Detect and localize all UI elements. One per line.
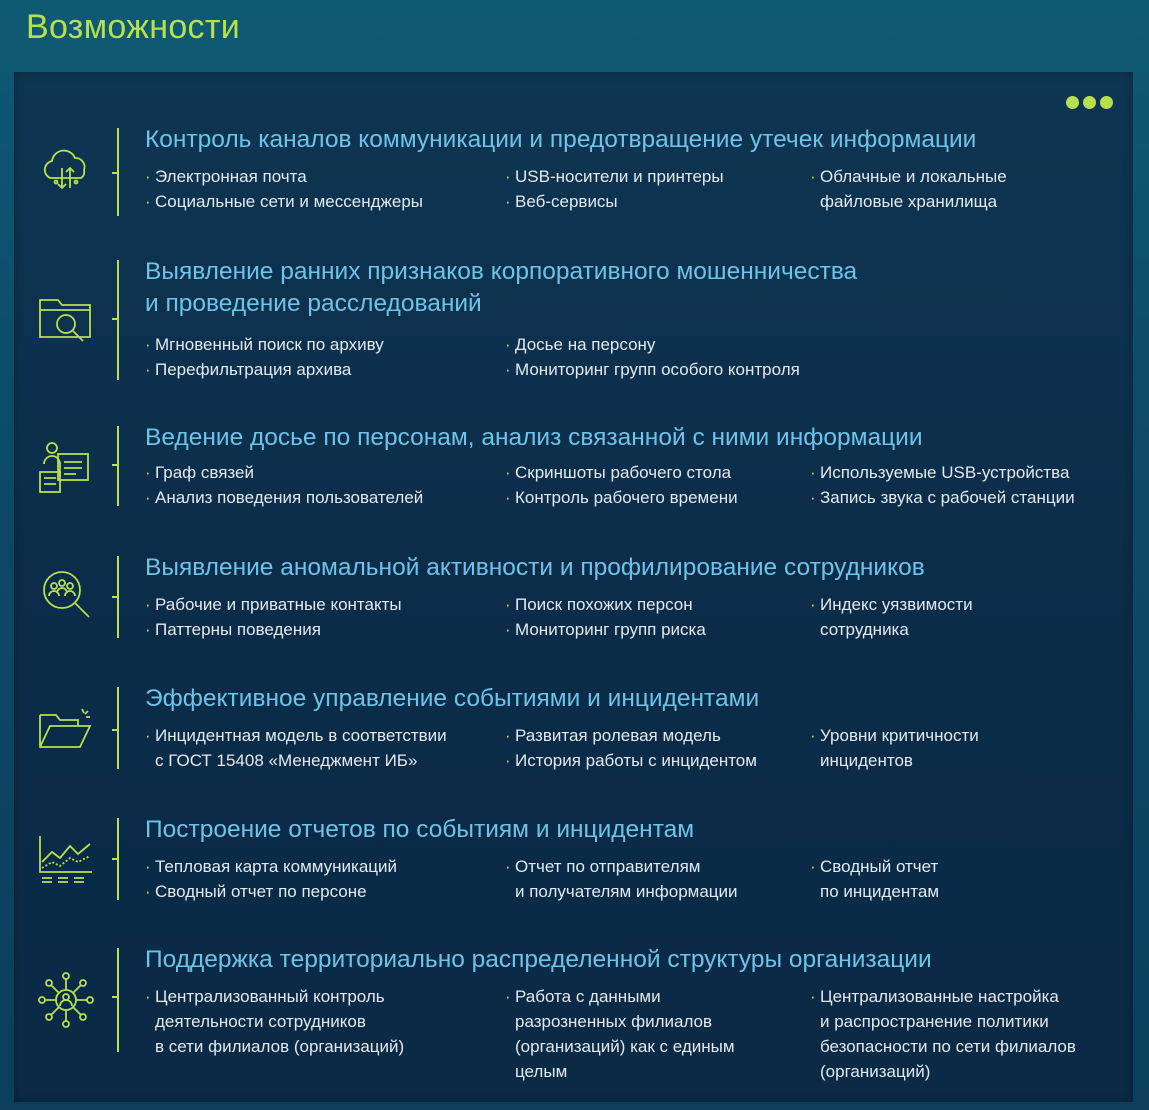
list-item: · Скриншоты рабочего стола <box>505 463 732 482</box>
list-item: · Сводный отчет по инцидентам <box>810 857 939 901</box>
cloud-transfer-icon <box>36 142 96 202</box>
list-item: · Рабочие и приватные контакты <box>145 595 402 614</box>
list-item: · Электронная почта <box>145 167 307 186</box>
capabilities-panel <box>14 72 1133 1102</box>
list-item: · Централизованный контроль деятельности сотрудников в сети филиалов (организаций) <box>145 987 405 1056</box>
list-item: · Веб-сервисы <box>505 192 618 211</box>
list-item: · Запись звука с рабочей станции <box>810 488 1075 507</box>
list-item: · Мгновенный поиск по архиву <box>145 335 384 354</box>
list-item: · Сводный отчет по персоне <box>145 882 367 901</box>
section-title: Выявление аномальной активности и профилирование сотрудников <box>145 554 925 581</box>
list-item: · Поиск похожих персон <box>505 595 693 614</box>
list-item: · Отчет по отправителям и получателям информации <box>505 857 738 901</box>
people-search-icon <box>36 566 96 626</box>
list-item: · Развитая ролевая модель <box>505 726 721 745</box>
section-title: Построение отчетов по событиям и инцидентам <box>145 816 695 843</box>
list-item: · Мониторинг групп особого контроля <box>505 360 800 379</box>
list-item: · Инцидентная модель в соответствии с ГОСТ 15408 «Менеджмент ИБ» <box>145 726 447 770</box>
list-item: · Граф связей <box>145 463 254 482</box>
list-item: · Работа с данными разрозненных филиалов (организаций) как с единым целым <box>505 987 735 1081</box>
list-item: · История работы с инцидентом <box>505 751 757 770</box>
list-item: · Уровни критичности инцидентов <box>810 726 979 770</box>
list-item: · Контроль рабочего времени <box>505 488 738 507</box>
list-item: · Облачные и локальные файловые хранилища <box>810 167 1007 211</box>
list-item: · Социальные сети и мессенджеры <box>145 192 423 211</box>
section-title: Выявление ранних признаков корпоративного мошенничества и проведение расследований <box>145 258 858 317</box>
report-chart-icon <box>36 830 96 890</box>
list-item: · Тепловая карта коммуникаций <box>145 857 398 876</box>
list-item: · USB-носители и принтеры <box>505 167 724 186</box>
section-title: Поддержка территориально распределенной структуры организации <box>145 946 932 973</box>
list-item: · Используемые USB-устройства <box>810 463 1070 482</box>
section-title: Эффективное управление событиями и инцидентами <box>145 685 760 712</box>
list-item: · Досье на персону <box>505 335 656 354</box>
list-item: · Паттерны поведения <box>145 620 321 639</box>
open-folder-icon <box>36 701 96 761</box>
person-dossier-icon <box>36 438 96 498</box>
network-structure-icon <box>36 970 96 1030</box>
folder-search-icon <box>36 290 96 350</box>
list-item: · Централизованные настройка и распространение политики безопасности по сети филиалов (организаций) <box>810 987 1076 1081</box>
list-item: · Мониторинг групп риска <box>505 620 706 639</box>
list-item: · Перефильтрация архива <box>145 360 352 379</box>
page-title: Возможности <box>26 8 240 46</box>
list-item: · Анализ поведения пользователей <box>145 488 424 507</box>
section-title: Контроль каналов коммуникации и предотвращение утечек информации <box>145 126 977 153</box>
list-item: · Индекс уязвимости сотрудника <box>810 595 973 639</box>
more-dots-icon[interactable] <box>1066 96 1113 109</box>
section-title: Ведение досье по персонам, анализ связанной с ними информации <box>145 424 923 451</box>
